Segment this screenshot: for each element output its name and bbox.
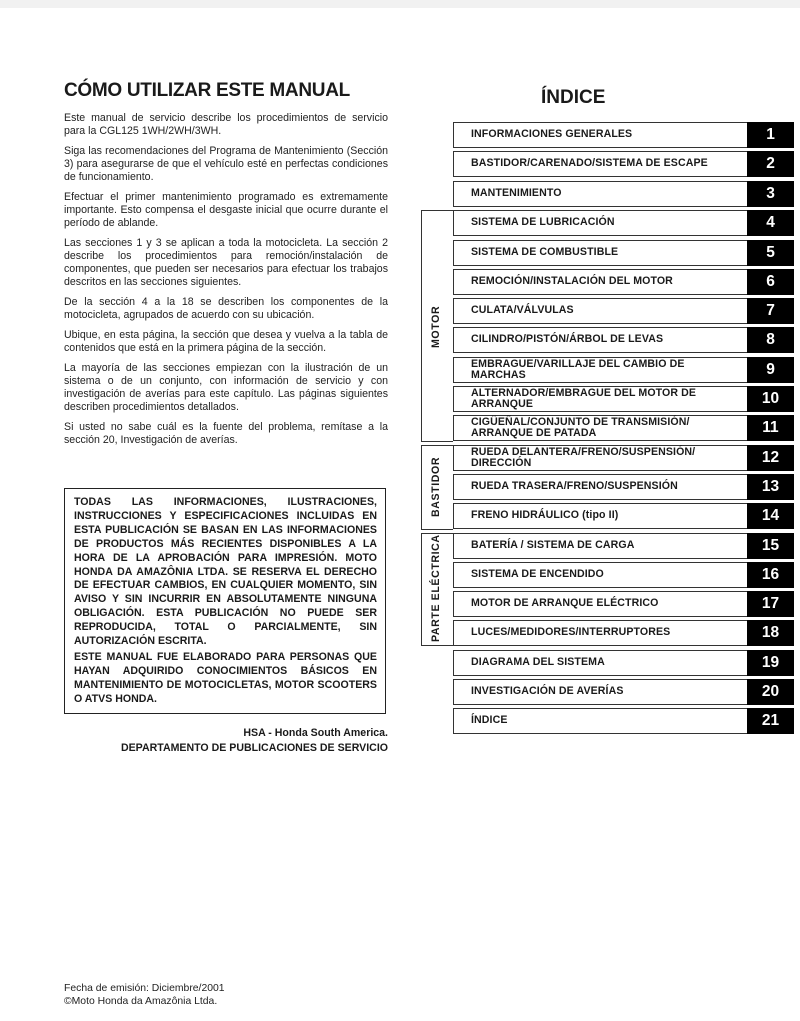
index-row-number: 15 [747,533,794,559]
maintenance-schedule-paragraph: Siga las recomendaciones del Programa de Mantenimiento (Sección 3) para asegurarse de que el vehículo esté en perfectas condiciones de funcionamiento. [64,144,388,184]
index-row-11[interactable] [453,415,794,441]
index-row-label: MANTENIMIENTO [471,187,562,200]
bastidor-group-tick-top [421,445,453,446]
index-row-number: 9 [747,357,794,383]
publisher-name: HSA - Honda South America. [243,727,388,739]
index-row-label: DIAGRAMA DEL SISTEMA [471,656,605,669]
bastidor-group-label: BASTIDOR [430,456,442,517]
section-structure-paragraph: La mayoría de las secciones empiezan con la ilustración de un sistema o de un conjunto, con información de servicio y con investigación de averías para este capítulo. Las páginas siguientes describen procedimientos detallados. [64,361,388,414]
index-title: ÍNDICE [541,87,606,108]
index-row-14[interactable] [453,503,794,529]
index-row-label: BATERÍA / SISTEMA DE CARGA [471,539,635,552]
motor-group-tick-top [421,210,453,211]
sections-scope-paragraph: Las secciones 1 y 3 se aplican a toda la motocicleta. La sección 2 describe los procedimientos para remoción/instalación de componentes, que pueden ser necesarios para efectuar los trabajos descritos en las secciones siguientes. [64,236,388,289]
publisher-department: DEPARTAMENTO DE PUBLICACIONES DE SERVICIO [120,742,388,754]
index-row-label: INFORMACIONES GENERALES [471,128,633,141]
index-row-20[interactable] [453,679,794,705]
index-row-number: 10 [747,386,794,412]
electrica-group-tick-bottom [421,645,453,646]
index-row-label: EMBRAGUE/VARILLAJE DEL CAMBIO DE MARCHAS [471,357,685,381]
copyright: ©Moto Honda da Amazônia Ltda. [64,995,218,1007]
index-row-7[interactable] [453,298,794,324]
navigation-paragraph: Ubique, en esta página, la sección que desea y vuelva a la tabla de contenidos que está en la primera página de la sección. [64,328,388,354]
index-row-9[interactable] [453,357,794,383]
index-row-number: 21 [747,708,794,734]
index-row-21[interactable] [453,708,794,734]
index-row-label: ALTERNADOR/EMBRAGUE DEL MOTOR DE ARRANQUE [471,386,697,410]
index-row-number: 4 [747,210,794,236]
index-row-label: RUEDA TRASERA/FRENO/SUSPENSIÓN [471,480,678,493]
index-row-label: ÍNDICE [471,714,508,727]
index-row-number: 3 [747,181,794,207]
issue-date: Fecha de emisión: Diciembre/2001 [64,983,225,994]
index-row-label: CIGÜEÑAL/CONJUNTO DE TRANSMISIÓN/ ARRANQUE DE PATADA [471,415,690,439]
index-row-1[interactable] [453,122,794,148]
index-row-number: 7 [747,298,794,324]
index-row-number: 19 [747,650,794,676]
index-row-10[interactable] [453,386,794,412]
index-row-label: REMOCIÓN/INSTALACIÓN DEL MOTOR [471,275,673,288]
index-row-label: CILINDRO/PISTÓN/ÁRBOL DE LEVAS [471,333,664,346]
sections-grouping-paragraph: De la sección 4 a la 18 se describen los componentes de la motocicleta, agrupados de acuerdo con su ubicación. [64,296,388,322]
index-row-label: SISTEMA DE ENCENDIDO [471,568,604,581]
index-row-15[interactable] [453,533,794,559]
index-row-17[interactable] [453,591,794,617]
index-row-19[interactable] [453,650,794,676]
index-row-label: LUCES/MEDIDORES/INTERRUPTORES [471,626,671,639]
index-row-label: FRENO HIDRÁULICO (tipo II) [471,509,619,522]
motor-group-bracket [421,210,422,442]
index-row-number: 12 [747,445,794,471]
index-row-number: 14 [747,503,794,529]
index-row-number: 18 [747,620,794,646]
index-row-13[interactable] [453,474,794,500]
index-row-4[interactable] [453,210,794,236]
index-row-label: SISTEMA DE COMBUSTIBLE [471,246,619,259]
index-row-8[interactable] [453,327,794,353]
index-row-3[interactable] [453,181,794,207]
index-row-label: CULATA/VÁLVULAS [471,304,574,317]
electrica-group-bracket [421,533,422,646]
index-row-number: 1 [747,122,794,148]
index-row-number: 17 [747,591,794,617]
legal-notice-text: TODAS LAS INFORMACIONES, ILUSTRACIONES, INSTRUCCIONES Y ESPECIFICACIONES INCLUIDAS EN ESTA PUBLICACIÓN SE BASAN EN LAS INFORMACIONES DE PRODUCTOS MÁS RECIENTES DISPONIBLES A LA HORA DE LA APROBACIÓN PARA IMPRESIÓN. MOTO HONDA DA AMAZÔNIA LTDA. SE RESERVA EL DERECHO DE EFECTUAR CAMBIOS, EN CUALQUIER MOMENTO, SIN AVISO Y SIN INCURRIR EN ABSOLUTAMENTE NINGUNA OBLIGACIÓN. ESTA PUBLICACIÓN NO PUEDE SER REPRODUCIDA, TOTAL O PARCIALMENTE, SIN AUTORIZACIÓN ESCRITA. [74,496,377,648]
index-row-5[interactable] [453,240,794,266]
bastidor-group-bracket [421,445,422,530]
motor-group-tick-bottom [421,441,453,442]
electrica-group-label: PARTE ELÉCTRICA [430,534,442,642]
index-row-number: 11 [747,415,794,441]
index-row-number: 2 [747,151,794,177]
bastidor-group-tick-bottom [421,529,453,530]
first-maintenance-paragraph: Efectuar el primer mantenimiento programado es extremamente importante. Esto compensa el desgaste inicial que ocurre durante el período de ablande. [64,190,388,230]
index-row-number: 5 [747,240,794,266]
intro-paragraph: Este manual de servicio describe los procedimientos de servicio para la CGL125 1WH/2WH/3WH. [64,112,388,138]
how-to-use-title: CÓMO UTILIZAR ESTE MANUAL [64,80,350,101]
troubleshooting-paragraph: Si usted no sabe cuál es la fuente del problema, remítase a la sección 20, Investigación de averías. [64,420,388,446]
index-row-2[interactable] [453,151,794,177]
index-row-number: 20 [747,679,794,705]
index-row-16[interactable] [453,562,794,588]
audience-notice-text: ESTE MANUAL FUE ELABORADO PARA PERSONAS QUE HAYAN ADQUIRIDO CONOCIMIENTOS BÁSICOS EN MANTENIMIENTO DE MOTOCICLETAS, MOTOR SCOOTERS O ATVS HONDA. [74,650,377,705]
index-row-label: INVESTIGACIÓN DE AVERÍAS [471,685,624,698]
index-row-6[interactable] [453,269,794,295]
index-row-label: RUEDA DELANTERA/FRENO/SUSPENSIÓN/ DIRECCIÓN [471,445,696,469]
index-row-label: SISTEMA DE LUBRICACIÓN [471,216,615,229]
index-row-number: 13 [747,474,794,500]
motor-group-label: MOTOR [430,305,442,348]
index-row-label: BASTIDOR/CARENADO/SISTEMA DE ESCAPE [471,157,708,170]
index-row-18[interactable] [453,620,794,646]
index-row-number: 6 [747,269,794,295]
index-row-number: 16 [747,562,794,588]
index-row-label: MOTOR DE ARRANQUE ELÉCTRICO [471,597,659,610]
index-row-number: 8 [747,327,794,353]
index-row-12[interactable] [453,445,794,471]
